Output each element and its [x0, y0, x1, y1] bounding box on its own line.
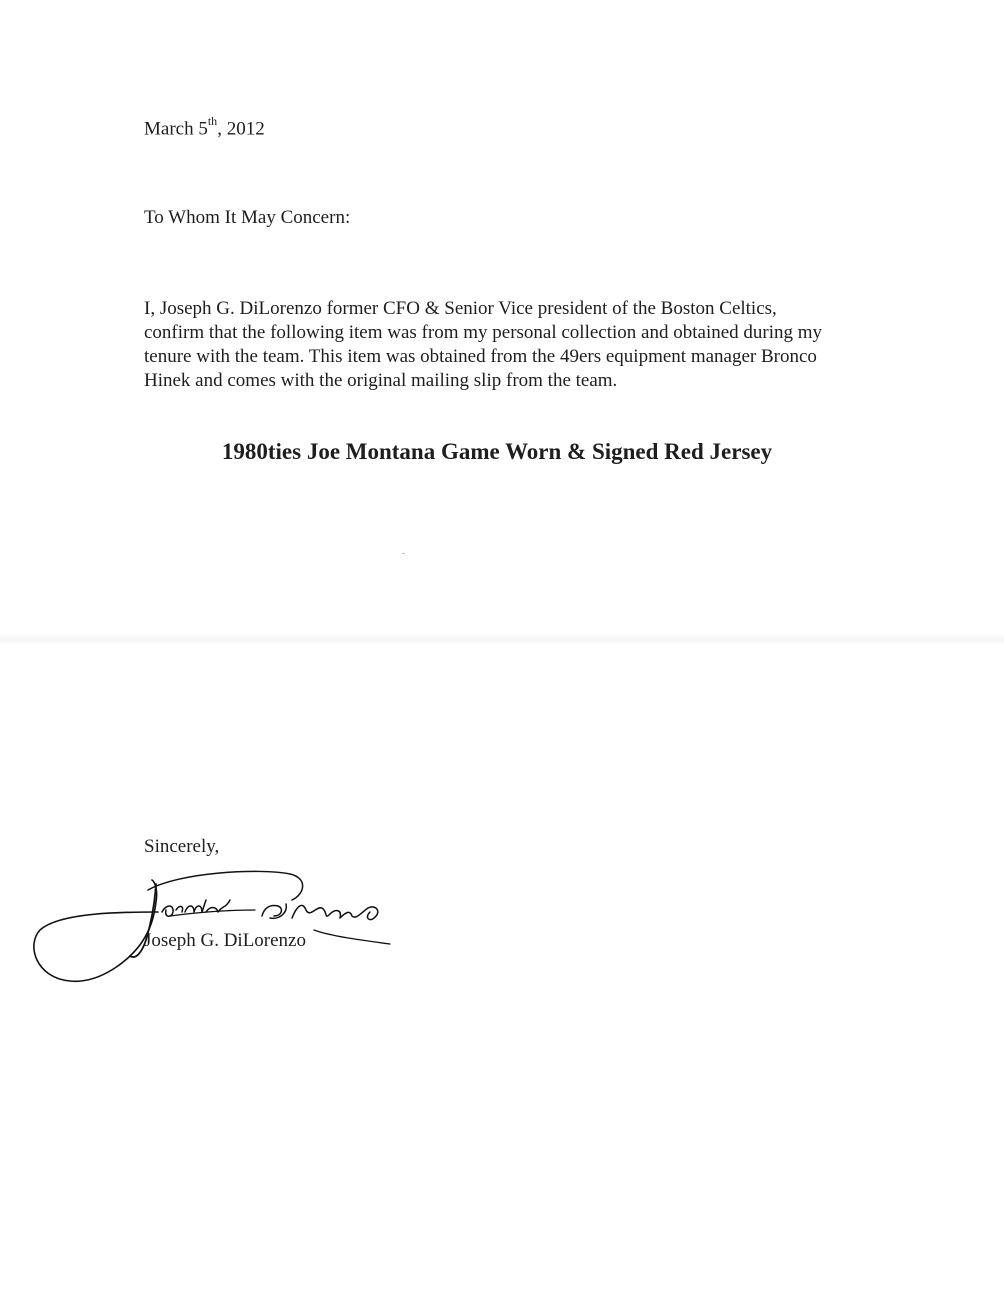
body-line: Hinek and comes with the original mailing slip from the team.	[144, 370, 618, 391]
signer-name: Joseph G. DiLorenzo	[144, 930, 306, 951]
letter-date	[144, 111, 265, 141]
date-month-day: March 5	[144, 118, 208, 140]
body-line: confirm that the following item was from my personal collection and obtained during my	[144, 322, 823, 343]
body-line: I, Joseph G. DiLorenzo former CFO & Senior Vice president of the Boston Celtics,	[144, 298, 777, 319]
date-ordinal-suffix: th	[207, 114, 218, 128]
paper-fold-line	[0, 632, 1004, 646]
body-line: tenure with the team. This item was obtained from the 49ers equipment manager Bronco	[144, 346, 817, 367]
letter-body	[144, 297, 864, 393]
salutation: To Whom It May Concern:	[144, 207, 351, 228]
closing: Sincerely,	[144, 836, 220, 857]
handwritten-signature-icon	[30, 860, 400, 990]
item-title: 1980ties Joe Montana Game Worn & Signed Red Jersey	[221, 439, 773, 464]
paper-speck	[402, 553, 405, 554]
date-year: , 2012	[217, 118, 265, 140]
